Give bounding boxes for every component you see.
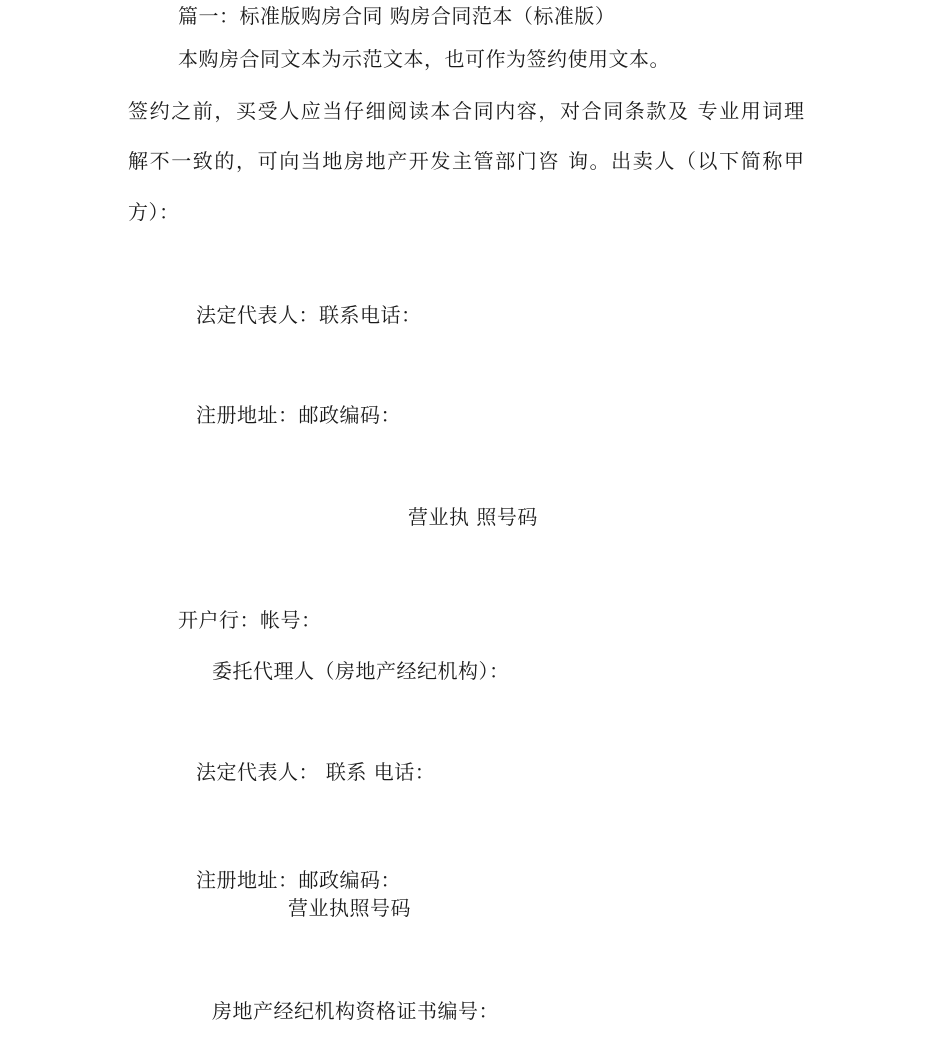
agent-certificate-field: 房地产经纪机构资格证书编号：	[212, 999, 499, 1023]
agent-legal-rep-field: 法定代表人： 联系 电话：	[196, 760, 436, 784]
seller-bank-field: 开户行：帐号：	[178, 608, 322, 632]
document-title: 篇一：标准版购房合同 购房合同范本（标准版）	[178, 4, 616, 28]
seller-address-field: 注册地址：邮政编码：	[196, 403, 401, 427]
agent-heading: 委托代理人（房地产经纪机构）：	[212, 659, 510, 683]
notice-line-1: 签约之前，买受人应当仔细阅读本合同内容，对合同条款及 专业用词理	[128, 99, 806, 123]
intro-text: 本购房合同文本为示范文本，也可作为签约使用文本。	[178, 47, 670, 71]
seller-license-field: 营业执 照号码	[408, 505, 538, 529]
notice-line-3: 方）：	[128, 200, 180, 224]
agent-license-field: 营业执照号码	[288, 896, 411, 920]
agent-address-field: 注册地址：邮政编码：	[196, 868, 401, 892]
notice-line-2: 解不一致的，可向当地房地产开发主管部门咨 询。出卖人（以下简称甲	[128, 149, 806, 173]
seller-legal-rep-field: 法定代表人：联系电话：	[196, 303, 422, 327]
